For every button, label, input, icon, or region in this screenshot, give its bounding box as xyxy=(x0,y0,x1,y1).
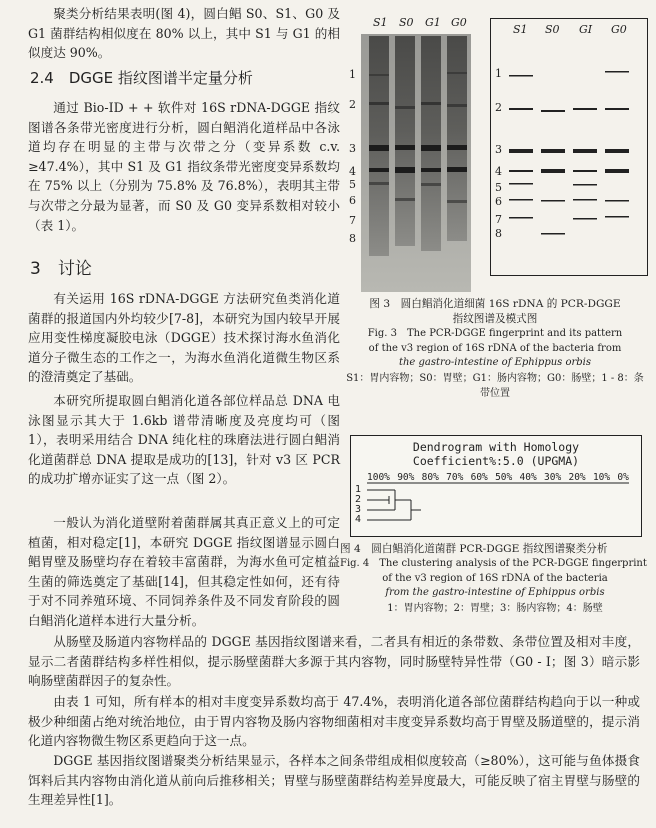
pattern-lane-label: S0 xyxy=(545,23,560,36)
pattern-band-number: 8 xyxy=(495,227,502,240)
fig4-caption xyxy=(340,542,650,616)
scale-label: 60% xyxy=(470,472,488,483)
scale-label: 10% xyxy=(592,472,611,483)
fig3-caption-en-1: Fig. 3 The PCR-DGGE fingerprint and its pattern xyxy=(367,328,623,339)
gel-band-number: 8 xyxy=(349,232,356,245)
gel-band-number: 5 xyxy=(349,178,356,191)
fig4-caption-en-2: of the v3 region of 16S rDNA of the bacteria xyxy=(382,572,608,584)
scale-label: 50% xyxy=(495,472,513,483)
gel-lane-label: G1 xyxy=(425,16,441,29)
pattern-band-number: 4 xyxy=(495,165,502,178)
fig3-caption-en-2: of the v3 region of 16S rDNA of the bacteria from xyxy=(368,342,622,354)
paragraph-dgge-semiquant: 通过 Bio-ID + + 软件对 16S rDNA-DGGE 指纹图谱各条带光密度进行分析，圆白鲳消化道样品中各泳道均存在明显的主带与次带之分（变异系数 c.v. ≥47.4%），其中 S1 及 G1 指纹条带光密度变异系数均在 75% 以上（分别为 75.8% 及 76.8%），表明其主带与次带之分最为显著，而 S0 及 G0 变异系数相对较小（表 1）。 xyxy=(28,100,340,233)
paragraph-discussion-5: 由表 1 可知，所有样本的相对丰度变异系数均高于 47.4%，表明消化道各部位菌群结构趋向于以一种或极少种细菌占绝对统治地位，由于胃内容物及肠内容物细菌相对丰度变异系数均高于胃壁及肠道壁的，提示消化道内容物微生物区系更趋向于这一点。 xyxy=(28,694,640,749)
dendrogram-figure xyxy=(350,435,642,537)
gel-lane-label: S1 xyxy=(373,16,388,29)
dendrogram-title-1: Dendrogram with Homology xyxy=(412,440,580,454)
dendrogram-leaf-label: 1 xyxy=(355,484,362,495)
fig4-caption-cn: 图 4 圆白鲳消化道菌群 PCR-DGGE 指纹图谱聚类分析 xyxy=(340,543,608,555)
section-3-heading: 3 讨论 xyxy=(30,259,92,279)
fig4-legend: 1：胃内容物；2：胃壁；3：肠内容物；4：肠壁 xyxy=(387,602,603,614)
pattern-band-number: 7 xyxy=(495,213,502,226)
dgge-gel-image xyxy=(347,2,473,292)
fig3-legend: S1：胃内容物；S0：胃壁；G1：肠内容物；G0：肠壁；1 - 8：条带位置 xyxy=(346,372,644,399)
paragraph-discussion-4: 从肠壁及肠道内容物样品的 DGGE 基因指纹图谱来看，二者具有相近的条带数、条带位置及相对丰度，显示二者菌群结构多样性相似，提示肠壁菌群大多源于其内容物，同时肠壁特异性带（G0 - I；图 3）暗示影响肠壁菌群因子的复杂性。 xyxy=(28,634,640,689)
pattern-lane-label: GI xyxy=(579,23,593,36)
paragraph-discussion-6: DGGE 基因指纹图谱聚类分析结果显示，各样本之间条带组成相似度较高（≥80%），这可能与鱼体摄食饵料后其内容物由消化道从前向后推移相关；胃壁与肠壁菌群结构差异度最大，可能反映了宿主胃壁与肠壁的生理差异性[1]。 xyxy=(28,753,640,808)
scale-label: 70% xyxy=(446,472,464,483)
fig3-caption-cn-1: 图 3 圆白鲳消化道细菌 16S rDNA 的 PCR-DGGE xyxy=(369,298,621,310)
scale-label: 100% xyxy=(367,472,390,483)
gel-lane-label: G0 xyxy=(451,16,467,29)
scale-label: 20% xyxy=(568,472,586,483)
paragraph-discussion-1: 有关运用 16S rDNA-DGGE 方法研究鱼类消化道菌群的报道国内外均较少[7-8]，本研究为国内较早开展应用变性梯度凝胶电泳（DGGE）技术探讨海水鱼消化道分子微生态的工作之一，为海水鱼消化道微生物区系的澄清奠定了基础。 xyxy=(28,291,340,385)
gel-band-number: 1 xyxy=(349,68,356,81)
paragraph-discussion-3: 一般认为消化道壁附着菌群属其真正意义上的可定植菌，相对稳定[1]，本研究 DGGE 指纹图谱显示圆白鲳胃壁及肠壁均存在着较丰富菌群，为海水鱼可定植益生菌的筛选奠定了基础[14]，但其稳定性如何，还有待于对不同养殖环境、不同饲养条件及不同发育阶段的圆白鲳消化道样本进行大量分析。 xyxy=(28,515,340,628)
dendrogram-leaf-label: 2 xyxy=(355,494,362,505)
scale-label: 90% xyxy=(397,472,415,483)
fig4-caption-en-3: from the gastro-intestine of Ephippus orbis xyxy=(385,587,605,598)
pattern-band-number: 6 xyxy=(495,195,502,208)
pattern-lane-label: G0 xyxy=(611,23,627,36)
dendrogram-leaf-label: 3 xyxy=(355,504,362,515)
pattern-lane-label: S1 xyxy=(513,23,528,36)
gel-lane-label: S0 xyxy=(399,16,414,29)
paragraph-cluster-result: 聚类分析结果表明(图 4)，圆白鲳 S0、S1、G0 及 G1 菌群结构相似度在 80% 以上，其中 S1 与 G1 的相似度达 90%。 xyxy=(28,6,340,61)
dendrogram-leaf-label: 4 xyxy=(355,514,362,525)
pattern-band-number: 1 xyxy=(495,67,502,80)
pattern-band-number: 3 xyxy=(495,143,502,156)
gel-band-number: 2 xyxy=(349,98,356,111)
fig3-caption-cn-2: 指纹图谱及模式图 xyxy=(452,313,538,325)
scale-label: 0% xyxy=(617,472,629,483)
scale-label: 80% xyxy=(421,472,439,483)
fig3-caption xyxy=(345,297,645,401)
gel-band-number: 4 xyxy=(349,165,356,178)
pattern-band-number: 5 xyxy=(495,181,502,194)
section-2-4-heading: 2.4 DGGE 指纹图谱半定量分析 xyxy=(30,69,253,87)
fig3-caption-en-3: the gastro-intestine of Ephippus orbis xyxy=(398,357,592,368)
fig4-caption-en-1: Fig. 4 The clustering analysis of the PCR-DGGE fingerprint xyxy=(340,558,647,569)
dgge-pattern-diagram xyxy=(490,18,648,276)
scale-label: 30% xyxy=(544,472,562,483)
pattern-bands xyxy=(491,19,647,275)
scale-label: 40% xyxy=(519,472,537,483)
pattern-band-number: 2 xyxy=(495,101,502,114)
dendrogram-title-2: Coefficient%:5.0 (UPGMA) xyxy=(412,454,580,468)
gel-band-number: 6 xyxy=(349,194,356,207)
dgge-gel-figure xyxy=(347,2,473,292)
gel-band-number: 7 xyxy=(349,214,356,227)
gel-band-number: 3 xyxy=(349,142,356,155)
dendrogram-tree xyxy=(351,436,641,536)
paragraph-discussion-2: 本研究所提取圆白鲳消化道各部位样品总 DNA 电泳图显示其大于 1.6kb 谱带清晰度及亮度均可（图 1），表明采用结合 DNA 纯化柱的珠磨法进行圆白鲳消化道菌群总 DNA 提取是成功的[13]，针对 v3 区 PCR 的成功扩增亦证实了这一点（图 2）。 xyxy=(28,393,340,487)
